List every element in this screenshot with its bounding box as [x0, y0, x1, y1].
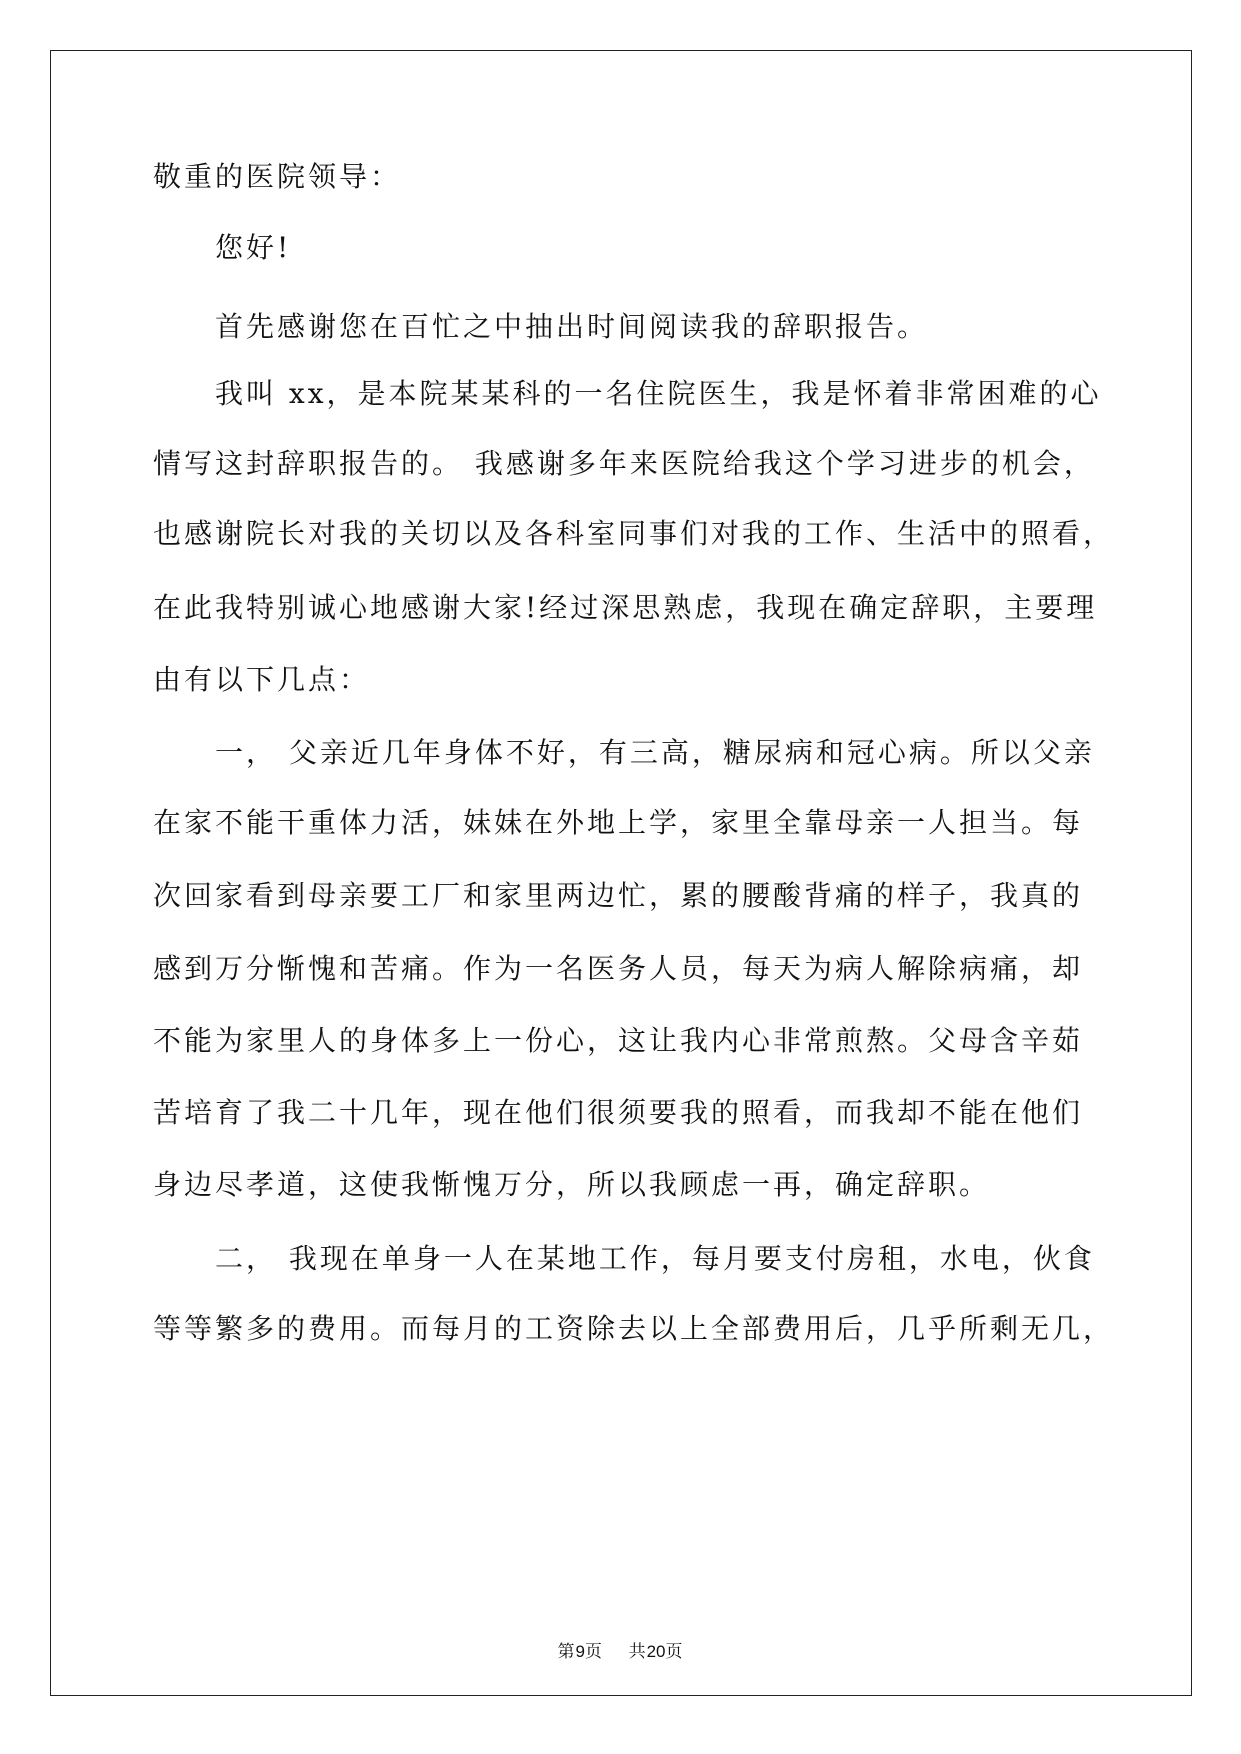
- text-line: 在此我特别诚心地感谢大家!经过深思熟虑，我现在确定辞职，主要理: [153, 591, 1098, 624]
- text-line: 不能为家里人的身体多上一份心，这让我内心非常煎熬。父母含辛茹: [153, 1024, 1084, 1057]
- text-line: 苦培育了我二十几年，现在他们很须要我的照看，而我却不能在他们: [153, 1096, 1084, 1129]
- text-line: 等等繁多的费用。而每月的工资除去以上全部费用后，几乎所剩无几，: [153, 1312, 1115, 1345]
- text-line: 一， 父亲近几年身体不好，有三高，糖尿病和冠心病。所以父亲: [215, 736, 1095, 769]
- text-line: 感到万分惭愧和苦痛。作为一名医务人员，每天为病人解除病痛，却: [153, 952, 1084, 985]
- text-line: 由有以下几点：: [153, 663, 371, 696]
- footer-prefix: 第: [557, 1642, 576, 1662]
- text-line: 二， 我现在单身一人在某地工作，每月要支付房租，水电，伙食: [215, 1242, 1095, 1275]
- text-line: 次回家看到母亲要工厂和家里两边忙，累的腰酸背痛的样子，我真的: [153, 879, 1084, 912]
- greeting: 您好!: [215, 231, 292, 264]
- total-pages: 20: [646, 1642, 666, 1661]
- text-line: 首先感谢您在百忙之中抽出时间阅读我的辞职报告。: [215, 310, 929, 343]
- salutation: 敬重的医院领导：: [153, 160, 402, 193]
- footer-suffix: 页: [665, 1642, 684, 1662]
- page-number: 9: [575, 1642, 585, 1661]
- text-line: 情写这封辞职报告的。 我感谢多年来医院给我这个学习进步的机会，: [153, 447, 1095, 480]
- page-footer: [0, 1637, 1241, 1662]
- text-line: 在家不能干重体力活，妹妹在外地上学，家里全靠母亲一人担当。每: [153, 806, 1084, 839]
- page-border: [50, 50, 1192, 1696]
- footer-middle: 页 共: [584, 1642, 647, 1662]
- text-line: 身边尽孝道，这使我惭愧万分，所以我顾虑一再，确定辞职。: [153, 1168, 991, 1201]
- text-line: 我叫 xx，是本院某某科的一名住院医生，我是怀着非常困难的心: [215, 377, 1102, 410]
- text-line: 也感谢院长对我的关切以及各科室同事们对我的工作、生活中的照看，: [153, 517, 1115, 550]
